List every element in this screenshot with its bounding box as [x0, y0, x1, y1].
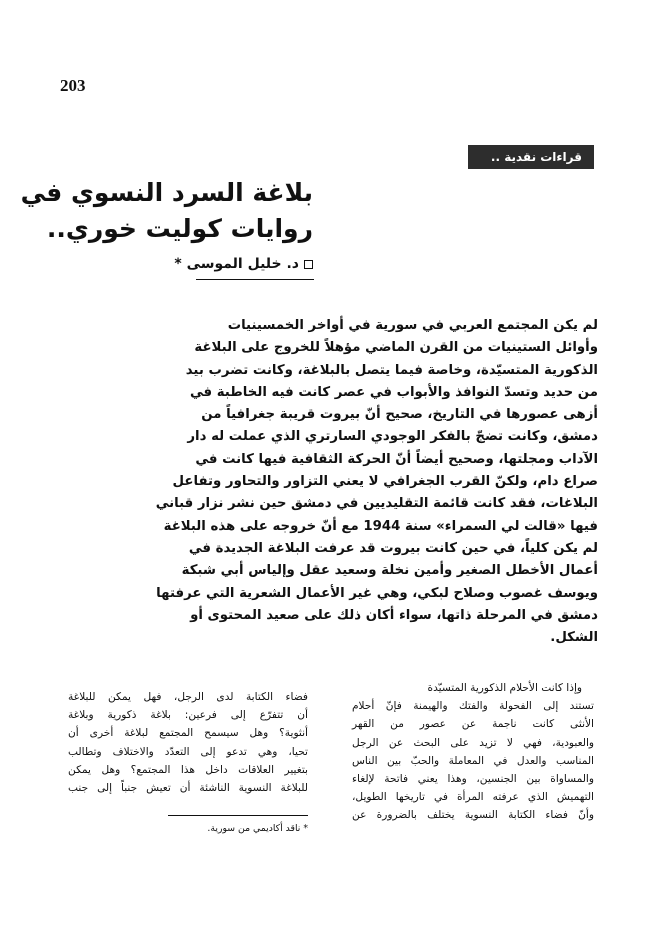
body-line: أنثوية؟ وهل سيسمح المجتمع لبلاغة أخرى أن: [68, 727, 308, 740]
intro-line: أزهى عصورها في التاريخ، صحيح أنّ بيروت قريبة جغرافياً من: [201, 407, 598, 423]
section-tag: [468, 145, 594, 169]
footnote: * ناقد أكاديمي من سورية.: [207, 823, 308, 834]
body-line: والعبودية، فهي لا تزيد على البحث عن الرجل: [352, 736, 594, 749]
body-line: تستند إلى الفحولة والفتك والهيمنة فإنّ أحلام: [352, 700, 594, 713]
body-line: وإذا كانت الأحلام الذكورية المتسيّدة: [427, 682, 582, 694]
author-underline: [196, 279, 314, 280]
title-line: روايات كوليت خوري..: [46, 214, 313, 243]
intro-paragraph: [155, 315, 598, 649]
square-bullet-icon: [304, 260, 313, 269]
author-byline: [174, 256, 313, 272]
body-line: والمساواة بين الجنسين، وهذا يعني فاتحة لإلغاء: [352, 773, 594, 786]
intro-line: دمشق في المرحلة ذاتها، سواء أكان ذلك على صعيد المحتوى أو: [190, 607, 598, 623]
body-line: للبلاغة النسوية الناشئة أن تعيش جنباً إلى جنب: [68, 782, 308, 795]
intro-line: الشكل.: [550, 630, 598, 646]
footnote-divider: [168, 815, 308, 816]
intro-line: صراع دام، ولكنّ القرب الجغرافي لا يعني التزاور والتحاور وتفاعل: [172, 474, 598, 490]
intro-line: ويوسف غصوب وصلاح لبكي، وهي غير الأعمال الشعرية التي عرفتها: [156, 585, 598, 601]
intro-line: دمشق، وكانت تضجّ بالفكر الوجودي السارتري الذي عملت له دار: [187, 429, 598, 445]
body-line: أن تتفرّع إلى فرعين: بلاغة ذكورية وبلاغة: [68, 709, 308, 722]
author-name: د. خليل الموسى *: [174, 256, 299, 272]
body-line: بتغيير العلاقات داخل هذا المجتمع؟ وهل يمكن: [68, 763, 308, 776]
intro-line: الذكورية المتسيّدة، وخاصة فيما يتصل بالبلاغة، وكانت تضرب بيد: [185, 362, 598, 378]
body-line: الأنثى كانت ناجمة عن عصور من القهر: [352, 718, 594, 731]
body-line: فضاء الكتابة لدى الرجل، فهل يمكن للبلاغة: [68, 691, 308, 703]
body-column-right: [352, 679, 594, 825]
page-number: 203: [60, 76, 86, 95]
body-column-left: [68, 688, 308, 797]
section-tag-label: قراءات نقدية ..: [490, 150, 582, 164]
body-line: التهميش الذي عرفته المرأة في تاريخها الطويل،: [352, 791, 594, 804]
intro-line: لم يكن كلياً، في حين كانت بيروت قد عرفت البلاغة الجديدة في: [188, 540, 598, 556]
body-line: المناسب والعدل في المعاملة والحبّ بين الناس: [352, 754, 594, 767]
intro-line: الآداب ومجلتها، وصحيح أيضاً أنّ الحركة الثقافية فيها كانت في: [195, 451, 598, 467]
body-line: تحيا، وهي تدعو إلى التعدّد والاختلاف وتطالب: [68, 745, 308, 758]
intro-line: وأوائل الستينيات من القرن الماضي مؤهلاً للخروج على البلاغة: [194, 340, 598, 356]
intro-line: أعمال الأخطل الصغير وأمين نخلة وسعيد عقل وإلياس أبي شبكة: [181, 563, 598, 579]
intro-line: من حديد وتسدّ النوافذ والأبواب في عصر كانت فيه الخاطبة في: [189, 384, 598, 400]
intro-line: فيها «قالت لي السمراء» سنة 1944 مع أنّ خروجه على هذه البلاغة: [163, 518, 598, 534]
intro-line: البلاغات، فقد كانت قائمة التقليديين في دمشق حين نشر نزار قباني: [155, 496, 598, 512]
body-line: وأنّ فضاء الكتابة النسوية يختلف بالضرورة عن: [352, 809, 594, 822]
title-line: بلاغة السرد النسوي في: [20, 178, 313, 207]
article-title: [20, 175, 313, 247]
intro-line: لم يكن المجتمع العربي في سورية في أواخر الخمسينيات: [227, 318, 598, 333]
